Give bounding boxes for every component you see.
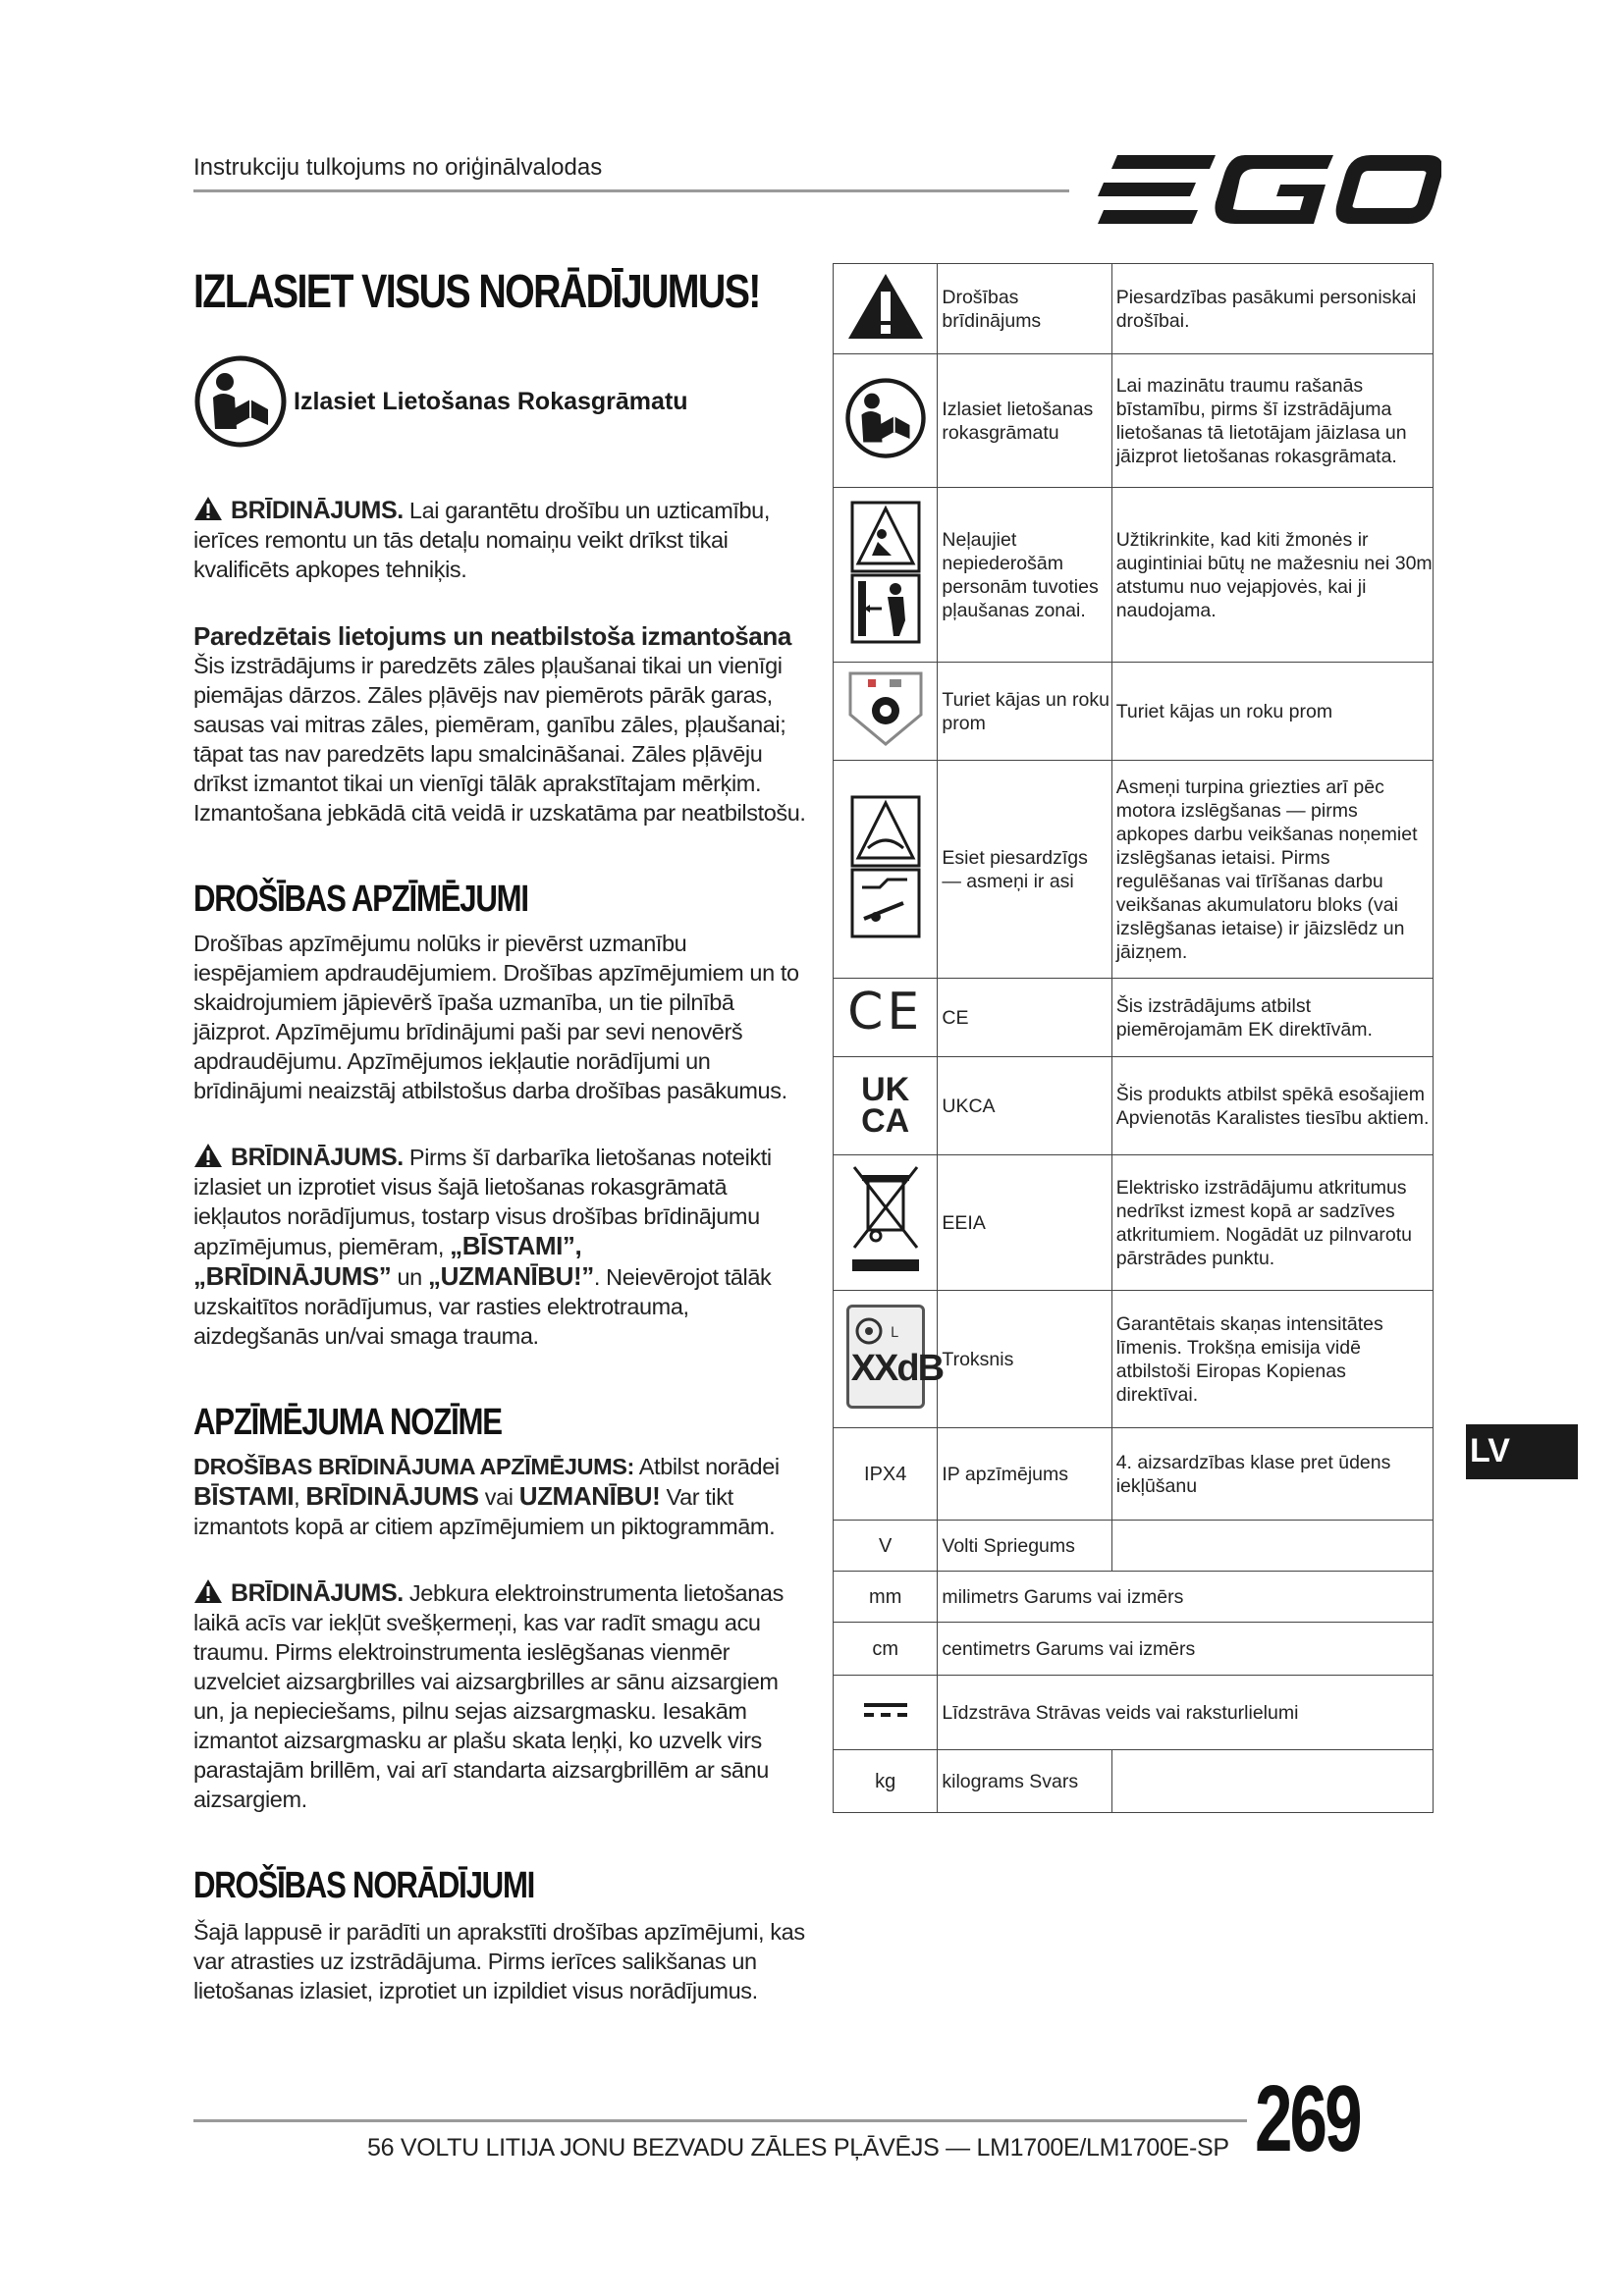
- page-number: 269: [1255, 2066, 1360, 2171]
- dc-symbol-icon: [864, 1700, 907, 1720]
- footer-rule: [193, 2119, 1247, 2122]
- table-row: [834, 264, 1434, 354]
- meaning-text-b: Var tikt izmantots kopā ar citiem apzīmējumiem un piktogrammām.: [193, 1484, 776, 1539]
- word-bistami: „BĪSTAMI”,: [450, 1231, 582, 1260]
- language-tab: [1466, 1424, 1578, 1479]
- table-name-cell: EEIA: [938, 1155, 1111, 1291]
- svg-text:L: L: [890, 1324, 898, 1341]
- table-row: [834, 663, 1434, 761]
- table-meaning-cell: [1111, 1750, 1433, 1813]
- table-row: [834, 1676, 1434, 1750]
- warning-label: BRĪDINĀJUMS.: [231, 1579, 404, 1607]
- table-meaning-cell: Užtikrinkite, kad kiti žmonės ir augintiniai būtų ne mažesniu nei 30m atstumu nuo vejapjovės, kai ji naudojama.: [1111, 488, 1433, 663]
- header-rule: [193, 189, 1069, 192]
- meaning-word-3: UZMANĪBU!: [518, 1481, 661, 1511]
- table-icon-cell: [834, 979, 938, 1057]
- table-row: [834, 1155, 1434, 1291]
- table-name-cell: IP apzīmējums: [938, 1428, 1111, 1521]
- table-icon-cell: [834, 1291, 944, 1428]
- warning-label: BRĪDINĀJUMS.: [231, 497, 404, 524]
- weee-bin-icon: [846, 1161, 925, 1279]
- safety-symbols-text: Drošības apzīmējumu nolūks ir pievērst uzmanību iespējamiem apdraudējumiem. Drošības apzīmējumiem un to skaidrojumiem jāpievērš īpaša uzmanība, un tie pilnībā jāizprot. Apzīmējumu brīdinājumi paši par sevi nenovērš apdraudējumu. Apzīmējumos iekļautie norādījumi un brīdinājumi neaizstāj atbilstošus darba drošības pasākumus.: [193, 931, 799, 1103]
- warning-paragraph-2: [193, 1143, 807, 1351]
- table-row: [834, 1750, 1434, 1813]
- sharp-blades-icon: [848, 793, 923, 940]
- table-name-cell: Esiet piesardzīgs — asmeņi ir asi: [938, 761, 1111, 979]
- volt-symbol: V: [879, 1534, 893, 1557]
- safety-symbols-heading: DROŠĪBAS APZĪMĒJUMI: [193, 879, 528, 920]
- read-manual-label: Izlasiet Lietošanas Rokasgrāmatu: [294, 387, 688, 415]
- table-icon-cell: [834, 1750, 938, 1813]
- word-bridinajums: „BRĪDINĀJUMS”: [193, 1261, 392, 1291]
- footer-text: 56 VOLTU LITIJA JONU BEZVADU ZĀLES PĻĀVĒJS — LM1700E/LM1700E-SP: [367, 2134, 1229, 2162]
- ipx4-label: IPX4: [864, 1463, 907, 1485]
- table-meaning-cell: Šis izstrādājums atbilst piemērojamām EK direktīvām.: [1111, 979, 1433, 1057]
- table-name-cell: Līdzstrāva Strāvas veids vai raksturlielumi: [938, 1676, 1434, 1750]
- warning-triangle-icon: [193, 1578, 223, 1604]
- table-icon-cell: [834, 761, 938, 979]
- intended-use-text: Šis izstrādājums ir paredzēts zāles pļaušanai tikai un vienīgi piemājas dārzos. Zāles pļāvējs nav piemērots pārāk garas, sausas vai mitras zāles, piemēram, ganību zāles, pļaušanai; tāpat tas nav paredzēts lapu smalcināšanai. Zāles pļāvēju drīkst izmantot tikai un vienīgi tālāk aprakstītajam mērķim. Izmantošana jebkādā citā veidā ir uzskatāma par neatbilstošu.: [193, 653, 806, 826]
- warning-text-a: Pirms šī darbarīka lietošanas noteikti izlasiet un izprotiet visus šajā lietošanas rokasgrāmatā iekļautos norādījumus, tostarp visus drošības brīdinājumu apzīmējumus, piemēram,: [193, 1145, 772, 1259]
- table-meaning-cell: [1111, 1521, 1433, 1572]
- warning-triangle-icon: [193, 496, 223, 521]
- table-icon-cell: [834, 488, 938, 663]
- safety-instructions-heading: DROŠĪBAS NORĀDĪJUMI: [193, 1865, 535, 1906]
- noise-level-icon: [846, 1305, 944, 1409]
- table-row: [834, 488, 1434, 663]
- noise-graphic-icon: [851, 1311, 920, 1351]
- table-meaning-cell: Turiet kājas un roku prom: [1111, 663, 1433, 761]
- table-icon-cell: [834, 663, 938, 761]
- warning-text: Jebkura elektroinstrumenta lietošanas laikā acīs var iekļūt svešķermeņi, kas var radīt smagu acu traumu. Pirms elektroinstrumenta ieslēgšanas vienmēr uzvelciet aizsargbrilles vai aizsargbrilles ar sānu aizsargiem un, ja nepieciešams, pilnu sejas aizsargmasku. Iesakām izmantot aizsargmasku ar plašu skata leņķi, ko uzvelk virs parastajām brillēm, vai arī standarta aizsargbrillēm ar sānu aizsargiem.: [193, 1580, 784, 1812]
- table-row: [834, 1291, 1434, 1428]
- meaning-word-2: BRĪDINĀJUMS: [305, 1481, 479, 1511]
- table-icon-cell: [834, 1428, 938, 1521]
- warning-triangle-icon: [846, 272, 925, 341]
- table-icon-cell: [834, 1521, 938, 1572]
- warning-label: BRĪDINĀJUMS.: [231, 1144, 404, 1171]
- warning-triangle-icon: [193, 1143, 223, 1168]
- read-manual-row: [193, 354, 807, 449]
- warning-paragraph-3: [193, 1578, 807, 1814]
- meaning-sep-2: vai: [478, 1484, 519, 1510]
- mm-symbol: mm: [869, 1585, 902, 1608]
- main-title: IZLASIET VISUS NORĀDĪJUMUS!: [193, 266, 760, 318]
- meaning-label: DROŠĪBAS BRĪDINĀJUMA APZĪMĒJUMS:: [193, 1454, 634, 1479]
- word-un: un: [391, 1264, 428, 1290]
- table-name-cell: kilograms Svars: [938, 1750, 1111, 1813]
- symbols-table: [833, 263, 1434, 1813]
- intended-use-heading: Paredzētais lietojums un neatbilstoša izmantošana: [193, 621, 791, 651]
- table-row: [834, 1428, 1434, 1521]
- header-subtitle: Instrukciju tulkojums no oriģinālvalodas: [193, 154, 603, 181]
- word-uzmanibu: „UZMANĪBU!”: [427, 1261, 594, 1291]
- table-name-cell: UKCA: [938, 1057, 1111, 1155]
- table-name-cell: Drošības brīdinājums: [938, 264, 1111, 354]
- table-meaning-cell: Lai mazinātu traumu rašanās bīstamību, pirms šī izstrādājuma lietošanas tā lietotājam jāizlasa un jāizprot lietošanas rokasgrāmata.: [1111, 354, 1433, 488]
- table-row: [834, 354, 1434, 488]
- table-meaning-cell: Garantētais skaņas intensitātes līmenis. Trokšņa emisija vidē atbilstoši Eiropas Kopienas direktīvai.: [1111, 1291, 1433, 1428]
- safety-instructions-text: Šajā lappusē ir parādīti un aprakstīti drošības apzīmējumi, kas var atrasties uz izstrādājuma. Pirms ierīces salikšanas un lietošanas izlasiet, izprotiet un izpildiet visus norādījumus.: [193, 1919, 805, 2003]
- table-meaning-cell: Piesardzības pasākumi personiskai drošībai.: [1111, 264, 1433, 354]
- table-name-cell: Turiet kājas un roku prom: [938, 663, 1111, 761]
- read-manual-icon: [193, 354, 288, 449]
- table-icon-cell: [834, 264, 938, 354]
- ukca-mark-icon: UK CA: [861, 1071, 910, 1140]
- table-name-cell: Troksnis: [938, 1291, 1111, 1428]
- table-row: [834, 761, 1434, 979]
- cm-symbol: cm: [872, 1637, 899, 1660]
- kg-symbol: kg: [875, 1770, 896, 1792]
- table-name-cell: Izlasiet lietošanas rokasgrāmatu: [938, 354, 1111, 488]
- meaning-heading: APZĪMĒJUMA NOZĪME: [193, 1402, 502, 1443]
- table-row: [834, 1623, 1434, 1676]
- table-row: [834, 1572, 1434, 1623]
- table-name-cell: Neļaujiet nepiederošām personām tuvoties pļaušanas zonai.: [938, 488, 1111, 663]
- ce-mark-icon: CE: [847, 983, 924, 1041]
- meaning-word-1: BĪSTAMI: [193, 1481, 295, 1511]
- table-icon-cell: [834, 1623, 938, 1676]
- table-icon-cell: [834, 1572, 938, 1623]
- table-icon-cell: [834, 1676, 938, 1750]
- ego-logo-icon: [1098, 147, 1441, 230]
- table-name-cell: milimetrs Garums vai izmērs: [938, 1572, 1434, 1623]
- table-meaning-cell: Asmeņi turpina griezties arī pēc motora izslēgšanas — pirms apkopes darbu veikšanas noņemiet izslēgšanas ietaisi. Pirms regulēšanas vai tīrīšanas darbu veikšanas akumulatoru bloks (vai izslēgšanas ietaise) ir jāizslēdz un jāizņem.: [1111, 761, 1433, 979]
- meaning-text-a: Atbilst norādei: [633, 1454, 780, 1479]
- table-name-cell: CE: [938, 979, 1111, 1057]
- table-icon-cell: [834, 1057, 938, 1155]
- table-icon-cell: [834, 1155, 938, 1291]
- table-meaning-cell: Elektrisko izstrādājumu atkritumus nedrīkst izmest kopā ar sadzīves atkritumiem. Nogādāt uz pilnvarotu pārstrādes punktu.: [1111, 1155, 1433, 1291]
- table-meaning-cell: 4. aizsardzības klase pret ūdens iekļūšanu: [1111, 1428, 1433, 1521]
- warning-text: Lai garantētu drošību un uzticamību, ierīces remontu un tās detaļu nomaiņu veikt drīkst tikai kvalificēts apkopes tehniķis.: [193, 498, 770, 582]
- warning-paragraph-1: [193, 496, 807, 584]
- table-icon-cell: [834, 354, 938, 488]
- warning-text-b: . Neievērojot tālāk uzskaitītos norādījumus, var rasties elektrotrauma, aizdegšanās un/vai smaga trauma.: [193, 1264, 772, 1349]
- keep-feet-hands-away-icon: [846, 669, 925, 748]
- noise-level-label: XXdB: [850, 1347, 944, 1389]
- table-row: [834, 1057, 1434, 1155]
- left-column: [193, 265, 807, 2005]
- read-manual-icon: [844, 377, 927, 459]
- table-row: [834, 1521, 1434, 1572]
- table-name-cell: Volti Spriegums: [938, 1521, 1111, 1572]
- table-row: [834, 979, 1434, 1057]
- table-meaning-cell: Šis produkts atbilst spēkā esošajiem Apvienotās Karalistes tiesību aktiem.: [1111, 1057, 1433, 1155]
- keep-bystanders-away-icon: [848, 499, 923, 646]
- language-tab-label: LV: [1470, 1432, 1510, 1469]
- table-name-cell: centimetrs Garums vai izmērs: [938, 1623, 1434, 1676]
- meaning-sep-1: ,: [294, 1484, 306, 1510]
- meaning-text: [193, 1452, 807, 1541]
